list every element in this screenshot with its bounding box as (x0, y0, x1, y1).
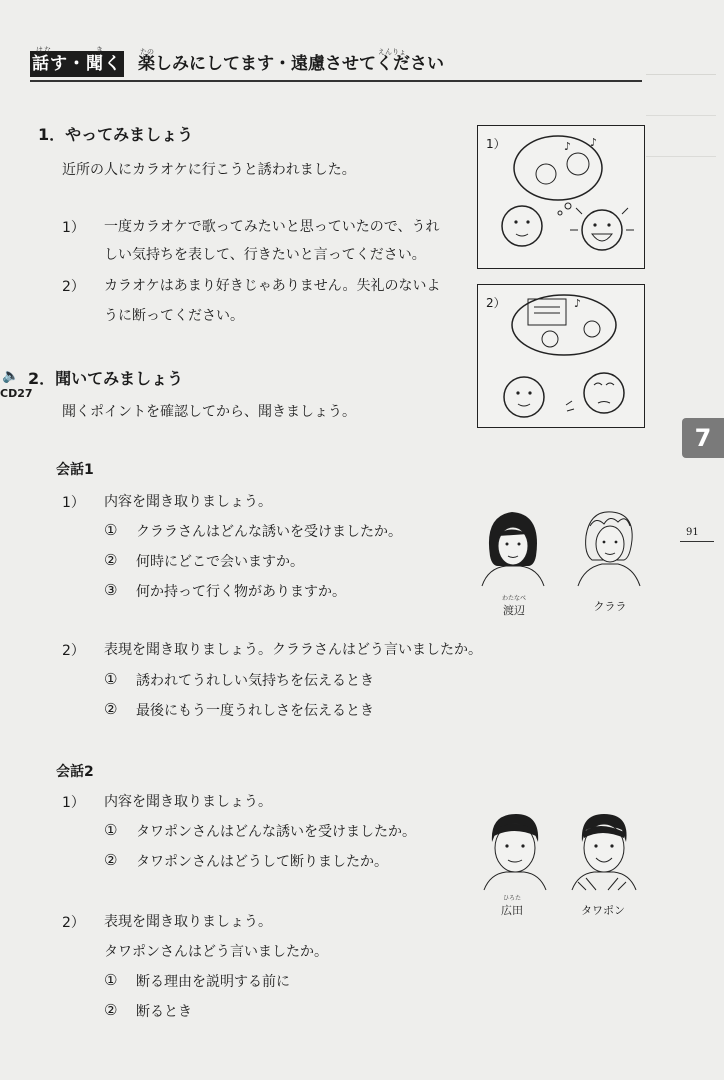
conv2-q2-sub1-text: 断る理由を説明する前に (136, 974, 290, 990)
conv2-q1-sub2-text: タワポンさんはどうして断りましたか。 (136, 854, 388, 870)
conv1-q1-sub3-text: 何か持って行く物がありますか。 (136, 584, 346, 600)
conv2-q2-text: 表現を聞き取りましょう。 (104, 914, 272, 930)
watanabe-caption (499, 593, 529, 618)
conv1-q2-sub2-text: 最後にもう一度うれしさを伝えるとき (136, 703, 374, 719)
conv2-q2-sub2-text: 断るとき (136, 1004, 192, 1020)
conv1-q2-number: 2） (62, 643, 85, 659)
hirota-name: 広田 (501, 904, 523, 917)
karaoke-invite-illustration (478, 126, 644, 268)
header-rule (30, 80, 642, 82)
section2-heading: 2．聞いてみましょう (28, 369, 184, 388)
tawapon-caption: タワポン (581, 904, 625, 917)
svg-text:♪: ♪ (590, 136, 598, 149)
title-ruby-1: たの (140, 48, 154, 56)
audio-track-label: CD27 (0, 387, 33, 400)
clara-caption: クララ (593, 600, 627, 613)
section2-intro: 聞くポイントを確認してから、聞きましょう。 (62, 404, 356, 420)
conv1-q1-sub1-mark: ① (104, 521, 118, 539)
panel1-label: 1） (486, 137, 506, 151)
conv2-q2-line2: タワポンさんはどう言いましたか。 (104, 944, 328, 960)
svg-text:♪: ♪ (564, 140, 572, 153)
chapter-tab[interactable]: 7 (682, 418, 724, 458)
page-number-rule (680, 541, 714, 542)
page-number: 91 (686, 527, 699, 538)
conv2-q2-number: 2） (62, 915, 85, 931)
conv1-q2-text: 表現を聞き取りましょう。クララさんはどう言いましたか。 (104, 642, 482, 658)
conversation2-title: 会話2 (56, 764, 94, 780)
item2-number: 2） (62, 279, 85, 295)
section-tag (30, 46, 124, 77)
tawapon-portrait (568, 808, 638, 890)
item2-line2: うに断ってください。 (104, 308, 244, 324)
tag-ruby-1: はな (36, 46, 52, 54)
illustration-panel-2 (477, 284, 645, 428)
conv1-q1-sub2-text: 何時にどこで会いますか。 (136, 554, 304, 570)
conv2-q1-sub1-text: タワポンさんはどんな誘いを受けましたか。 (136, 824, 416, 840)
tag-ruby-2: き (96, 46, 104, 54)
conv2-q2-sub1-mark: ① (104, 971, 118, 989)
conv2-q1-sub1-mark: ① (104, 821, 118, 839)
hirota-caption (497, 893, 527, 918)
section1-intro: 近所の人にカラオケに行こうと誘われました。 (62, 162, 356, 178)
watanabe-ruby: わたなべ (501, 595, 526, 602)
item1-line1: 一度カラオケで歌ってみたいと思っていたので、うれ (104, 219, 440, 235)
hirota-portrait (480, 808, 550, 890)
karaoke-decline-illustration (478, 285, 644, 427)
conv1-q2-sub1-text: 誘われてうれしい気持ちを伝えるとき (136, 673, 374, 689)
conv1-q1-number: 1） (62, 495, 85, 511)
section1-heading: 1．やってみましょう (38, 125, 194, 144)
item1-line2: しい気持ちを表して、行きたいと言ってください。 (104, 247, 426, 263)
conv2-q2-sub2-mark: ② (104, 1001, 118, 1019)
speaker-icon[interactable]: 🔈 (2, 368, 20, 384)
conv1-q2-sub2-mark: ② (104, 700, 118, 718)
conv2-q1-number: 1） (62, 795, 85, 811)
item1-number: 1） (62, 220, 85, 236)
illustration-panel-1 (477, 125, 645, 269)
conv1-q1-sub1-text: クララさんはどんな誘いを受けましたか。 (136, 524, 402, 540)
panel2-label: 2） (486, 296, 506, 310)
conv1-q1-sub2-mark: ② (104, 551, 118, 569)
watanabe-portrait (478, 506, 548, 588)
conv1-q2-sub1-mark: ① (104, 670, 118, 688)
svg-text:♪: ♪ (574, 297, 582, 310)
section-tag-label: 話す・聞く (32, 54, 122, 74)
page-title-text: 楽しみにしてます・遠慮させてください (138, 54, 444, 74)
page-title (138, 48, 444, 76)
conv2-q1-sub2-mark: ② (104, 851, 118, 869)
conv2-q1-text: 内容を聞き取りましょう。 (104, 794, 272, 810)
conversation1-title: 会話1 (56, 462, 94, 478)
conv1-q1-text: 内容を聞き取りましょう。 (104, 494, 272, 510)
item2-line1: カラオケはあまり好きじゃありません。失礼のないよ (104, 278, 441, 294)
title-ruby-2: えんりょ (378, 48, 406, 56)
clara-portrait (572, 506, 642, 588)
bleed-through (646, 62, 716, 362)
conv1-q1-sub3-mark: ③ (104, 581, 118, 599)
watanabe-name: 渡辺 (503, 604, 525, 617)
hirota-ruby: ひろた (502, 895, 521, 902)
